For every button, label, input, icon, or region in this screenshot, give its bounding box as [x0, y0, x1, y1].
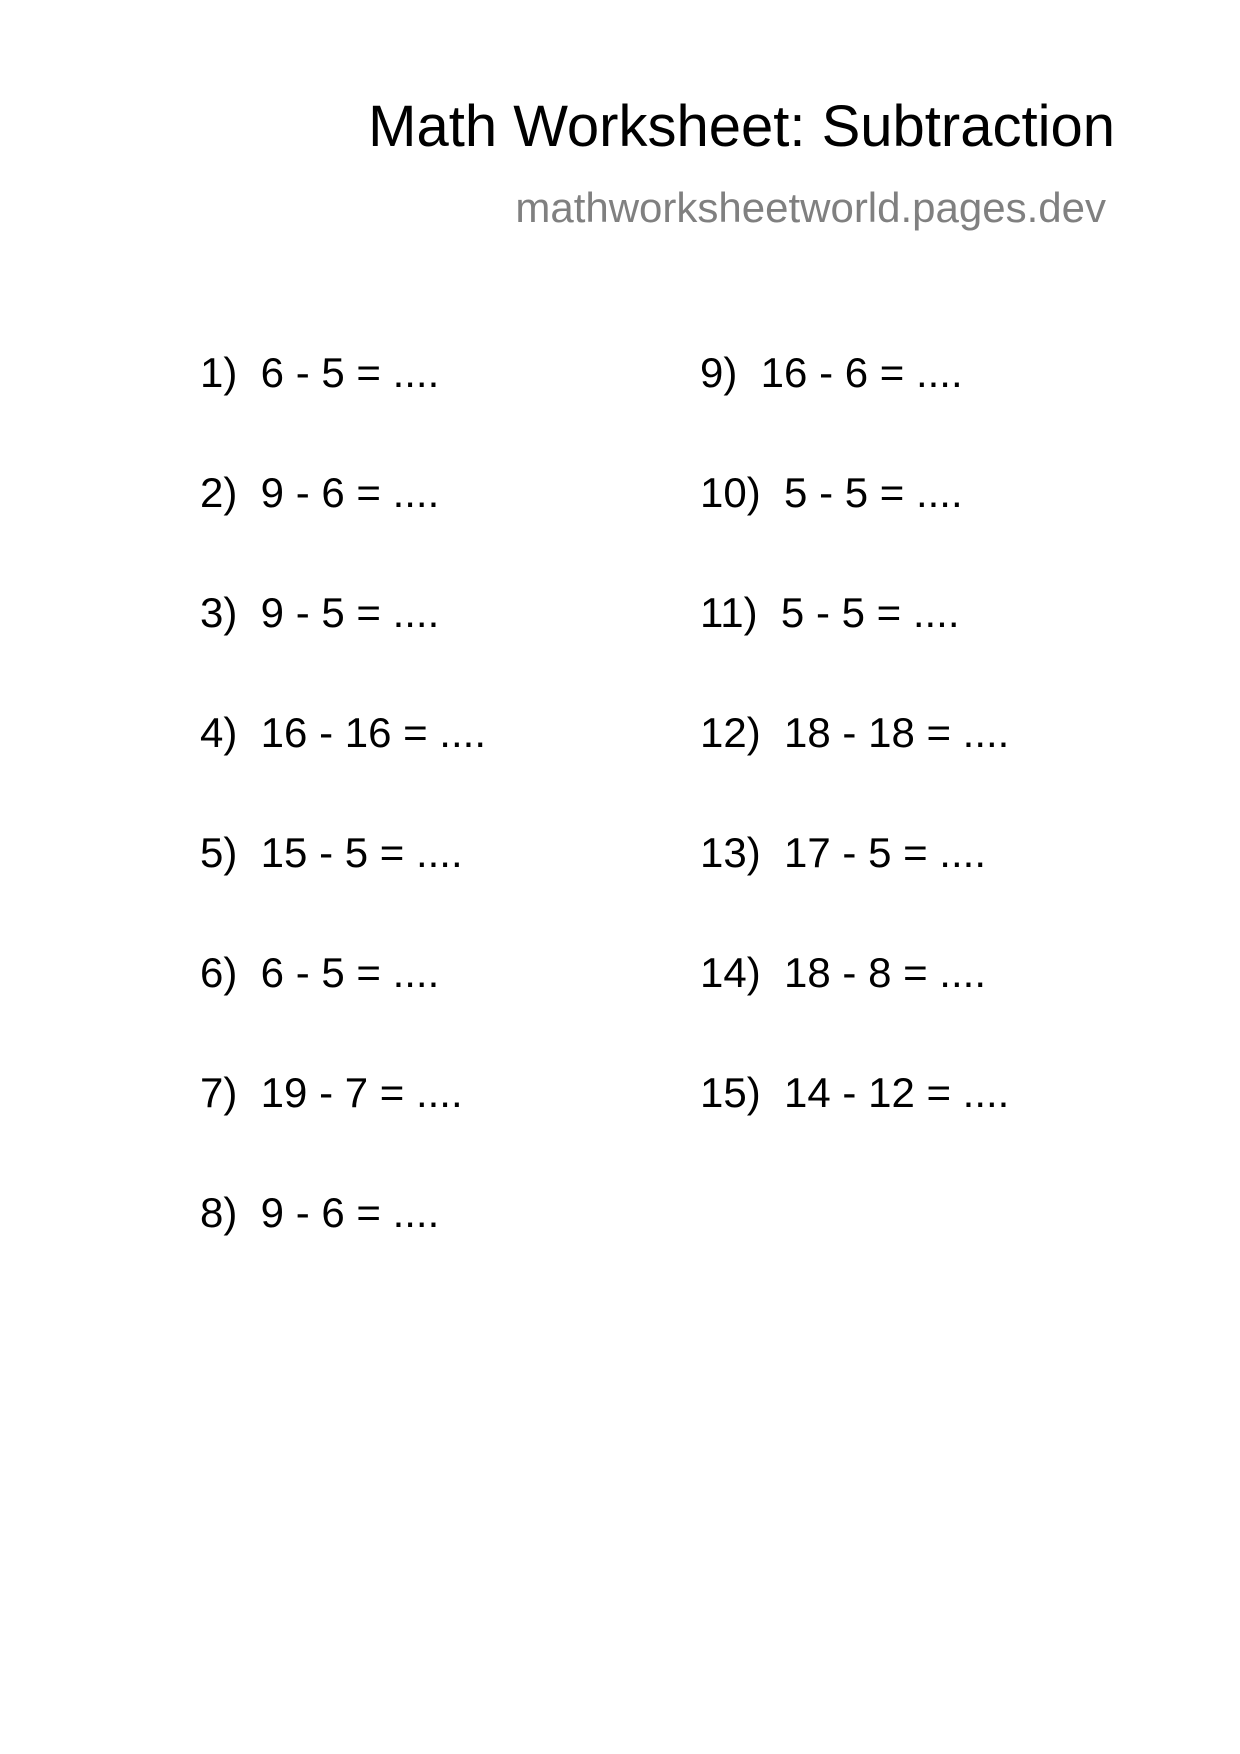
problem-4: 4) 16 - 16 = ....	[200, 709, 486, 756]
problem-2: 2) 9 - 6 = ....	[200, 469, 440, 516]
problem-8: 8) 9 - 6 = ....	[200, 1189, 440, 1236]
problem-11: 11) 5 - 5 = ....	[700, 589, 960, 636]
problem-9: 9) 16 - 6 = ....	[700, 349, 963, 396]
problem-10: 10) 5 - 5 = ....	[700, 469, 963, 516]
problem-14: 14) 18 - 8 = ....	[700, 949, 986, 996]
problems-column-left	[200, 349, 486, 1312]
problem-13: 13) 17 - 5 = ....	[700, 829, 986, 876]
website-url: mathworksheetworld.pages.dev	[515, 184, 1106, 231]
problem-1: 1) 6 - 5 = ....	[200, 349, 440, 396]
worksheet-title: Math Worksheet: Subtraction	[368, 94, 1115, 159]
problem-5: 5) 15 - 5 = ....	[200, 829, 463, 876]
problem-6: 6) 6 - 5 = ....	[200, 949, 440, 996]
problems-column-right	[700, 349, 1010, 1192]
problem-3: 3) 9 - 5 = ....	[200, 589, 440, 636]
problem-7: 7) 19 - 7 = ....	[200, 1069, 463, 1116]
problem-12: 12) 18 - 18 = ....	[700, 709, 1010, 756]
problem-15: 15) 14 - 12 = ....	[700, 1069, 1010, 1116]
